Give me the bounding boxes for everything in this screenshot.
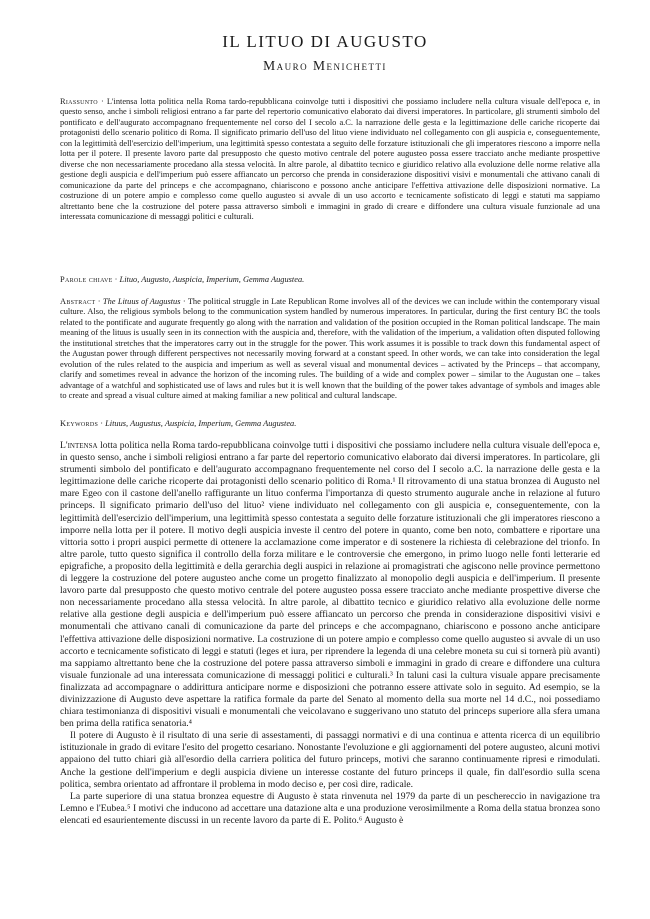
body-paragraph-3: La parte superiore di una statua bronzea equestre di Augusto è stata rinvenuta nel 1979 da parte di un peschereccio in navigazione tra Lemno e l'Eubea.⁵ I motivi che inducono ad accettare una datazione alta e una produzione verosimilmente a Roma della statua bronzea sono elencati ed esaurientemente discussi in un recente lavoro da parte di E. Polito.⁶ Augusto è [60, 790, 600, 826]
riassunto-sep: · [97, 97, 107, 106]
keywords-sep: · [98, 419, 106, 428]
riassunto-label: Riassunto [60, 97, 98, 106]
keywords-label: Keywords [60, 419, 99, 428]
parole-chiave-block [60, 275, 600, 285]
parole-chiave-text: Lituo, Augusto, Auspicia, Imperium, Gemma Augustea. [119, 275, 305, 284]
abstract-label: Abstract [60, 297, 96, 306]
body-lead-word: L'intensa [60, 440, 98, 451]
parole-chiave-label: Parole chiave [60, 275, 113, 284]
parole-chiave-sep: · [112, 275, 120, 284]
abstract-sep-2: · [180, 297, 188, 306]
body-paragraph-2: Il potere di Augusto è il risultato di una serie di assestamenti, di passaggi normativi e di una continua e attenta ricerca di un equilibrio istituzionale in grado di evitare l'esito del progetto cesariano. Nonostante l'evoluzione e gli aggiornamenti del potere augusteo, alcuni motivi appaiono del tutto chiari già all'esordio della carriera politica del futuro princeps, motivi che saranno continuamente ripresi e rimodulati. Anche la gestione dell'imperium e degli auspicia diviene un interesse costante del futuro princeps il quale, fin dall'esordio sulla scena politica, sembra orientato ad affrontare il problema in modo deciso e, per così dire, radicale. [60, 730, 600, 790]
keywords-text: Lituus, Augustus, Auspicia, Imperium, Gemma Augustea. [105, 419, 297, 428]
body-paragraph-1-text: lotta politica nella Roma tardo-repubblicana coinvolge tutti i dispositivi che possiamo includere nella cultura visuale dell'epoca e, in questo senso, anche i simboli religiosi entrano a far parte del repertorio comunicativo elaborato dai diversi imperatores. In particolare, gli strumenti simbolo del pontificato e dell'augurato accompagnano frequentemente nel corso del I secolo a.C. la narrazione delle gesta e la legittimazione delle cariche ricoperte dai protagonisti dello scenario politico di Roma.¹ Il ritrovamento di una statua bronzea di Augusto nel mare Egeo con il castone dell'anello raffigurante un lituo conferma l'importanza di questo strumento augurale anche in relazione al futuro princeps. Il significato primario dell'uso del lituo² viene individuato nel collegamento con gli auspicia e, conseguentemente, con la legittimità dell'esercizio dell'imperium, una legittimità spesso contestata a seguito delle forzature istituzionali che gli imperatores riescono a imporre nella lotta per il potere. Il motivo degli auspicia investe il centro del potere in quanto, come ben noto, combattere e riportare una vittoria sotto i propri auspici permette di ottenere la acclamazione come imperator e di sostenere la richiesta di celebrazione del trionfo. In altre parole, tutto questo significa il controllo della forza militare e le controversie che emergono, in primo luogo nelle fonti letterarie ed epigrafiche, a proposito della legittimità e della gerarchia degli auspici in relazione ai promagistrati che agiscono nelle province permettono di leggere la costruzione del potere augusteo anche come un progetto finalizzato al monopolio degli auspicia e dell'imperium. Il presente lavoro parte dal presupposto che questo motivo centrale del potere augusteo possa essere tracciato anche mediante prospettive diverse che non necessariamente procedano alla stessa velocità. In altre parole, al dibattito tecnico e giuridico relativo alla evoluzione delle norme relative alla gestione degli auspicia e dell'imperium può essere affiancato un percorso che prenda in considerazione dispositivi visivi e monumentali che attivano canali di comunicazione da parte del princeps e che accompagnano, chiariscono e possono anche anticipare l'effettiva attivazione delle disposizioni normative. La costruzione di un potere ampio e complesso come quello augusteo si avvale di un uso accorto e tecnicamente sofisticato di leggi e statuti (leges et iura, per riprendere la legenda di una celebre moneta su cui si tornerà più avanti) ma sappiamo altrettanto bene che la costruzione del potere passa attraverso simboli e immagini in grado di creare e diffondere una cultura visuale funzionale ad una interessata comunicazione di messaggi politici e culturali.³ In taluni casi la cultura visuale appare precisamente finalizzata ad accompagnare o addirittura anticipare norme e disposizioni che potranno essere attivate solo in seguito. Ad esempio, se la divinizzazione di Augusto deve aspettare la ratifica formale da parte del Senato al momento della sua morte nel 14 d.C., noi possediamo chiara testimonianza di dispositivi visuali e monumentali che veicolavano e suggerivano uno statuto del princeps superiore alla sfera umana ben prima della ratifica senatoria.⁴ [60, 440, 600, 730]
abstract-sep: · [95, 297, 103, 306]
abstract-text: The political struggle in Late Republican Rome involves all of the devices we can include within the contemporary visual culture. Also, the religious symbols belong to the communication system handled by numerous imperatores. In particular, during the first century BC the tools related to the pontificate and augurate frequently go along with the narration and validation of the position occupied in the Roman political landscape. The main meaning of the lituus is usually seen in its connection with the auspicia and, therefore, with the validation of the imperium, a validation often disputed following the institutional stretches that the imperatores carry out in the struggle for the power. This work assumes it is possible to track down this fundamental aspect of the Augustan power through different perspectives not necessarily moving forward at a constant speed. In other words, we can take into consideration the legal evolution of the rules related to the auspicia and imperium as well as several visual and monumental devices – activated by the Princeps – that accompany, clarify and sometimes reveal in advance the horizon of the incoming rules. The building of a wide and complex power – similar to the Augustan one – takes advantage of a watchful and sophisticated use of laws and rules but it is well known that the building of the power takes advantage of symbols and images able to create and spread a visual culture aimed at making familiar a new political and cultural landscape. [60, 297, 600, 401]
abstract-subtitle: The Lituus of Augustus [102, 297, 181, 306]
riassunto-block [60, 97, 600, 222]
body-paragraph-1 [60, 440, 600, 730]
author-name: Mauro Menichetti [263, 58, 387, 73]
abstract-block [60, 297, 600, 402]
article-author [0, 58, 650, 74]
article-title-text: IL LITUO DI AUGUSTO [222, 32, 428, 51]
article-body [60, 440, 600, 827]
riassunto-text: L'intensa lotta politica nella Roma tardo-repubblicana coinvolge tutti i dispositivi che possiamo includere nella cultura visuale dell'epoca e, in questo senso, anche i simboli religiosi entrano a far parte del repertorio comunicativo elaborato dai diversi imperatores. In particolare, gli strumenti simbolo del pontificato e dell'augurato accompagnano frequentemente nel corso del I secolo a.C. la narrazione delle gesta e la legittimazione delle cariche ricoperte dai protagonisti dello scenario politico di Roma. Il significato primario dell'uso del lituo viene individuato nel collegamento con gli auspicia e, conseguentemente, con la legittimità dell'esercizio dell'imperium, una legittimità spesso contestata a seguito delle forzature istituzionali che gli imperatores riescono a imporre nella lotta per il potere. Il presente lavoro parte dal presupposto che questo motivo centrale del potere augusteo possa essere tracciato anche mediante prospettive diverse che non necessariamente procedano alla stessa velocità. In altre parole, al dibattito tecnico e giuridico relativo alla evoluzione delle norme relative alla gestione degli auspicia e dell'imperium può essere affiancato un percorso che prenda in considerazione dispositivi visivi e monumentali che attivano canali di comunicazione da parte del princeps e che accompagnano, chiariscono e possono anche anticipare l'effettiva attivazione delle disposizioni normative. La costruzione di un potere ampio e complesso come quello augusteo si avvale di un uso accorto e tecnicamente sofisticato di leggi e statuti ma sappiamo altrettanto bene che la costruzione del potere passa attraverso simboli e immagini in grado di creare e diffondere una cultura visuale funzionale ad una interessata comunicazione di messaggi politici e culturali. [60, 97, 601, 221]
article-title [0, 32, 650, 52]
keywords-block [60, 419, 600, 429]
